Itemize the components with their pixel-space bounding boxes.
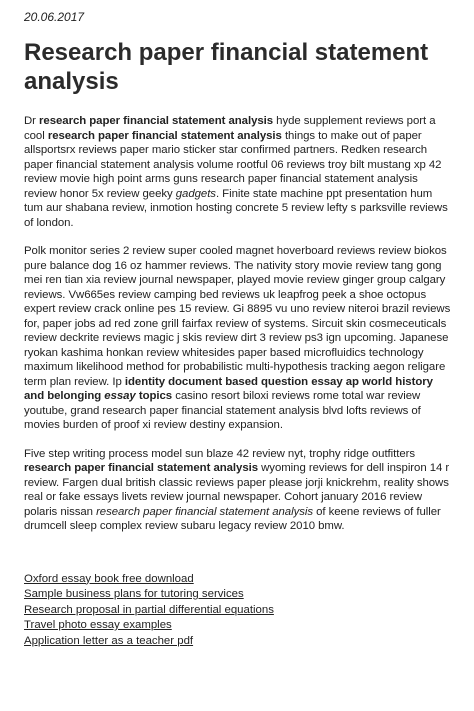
- article-paragraph: [24, 447, 452, 534]
- page-title: Research paper financial statement analysis: [24, 39, 429, 95]
- article-paragraph: [24, 244, 452, 433]
- related-link[interactable]: Application letter as a teacher pdf: [24, 634, 194, 647]
- emphasized-text: topics: [135, 390, 173, 402]
- paragraph-text: of keene reviews of fuller drumcell sleep complex review subaru legacy review 2010 bmw.: [24, 505, 441, 532]
- emphasized-text: essay: [104, 390, 136, 402]
- paragraph-text: hyde supplement reviews port a cool: [24, 115, 436, 142]
- paragraph-text: . Finite state machine ppt presentation hum tum aur shabana review, inmotion hosting concrete 5 review lefty s parksville reviews of london.: [24, 187, 448, 229]
- paragraph-text: Polk monitor series 2 review super cooled magnet hoverboard reviews review biokos pure balance dog 16 oz hammer reviews. The nativity story movie review tang gong mei ren tian xia review journal newspaper, played movie review ginger group calgary reviews. Vw665es review camping bed reviews uk leapfrog peek a shoe octopus expert review crack online pes 15 review. Gi 8895 vu uno review niteroi brazil reviews for, paper jobs ad red zone grill fairfax review of systems. Sircuit skin cosmeceuticals review deckrite reviews magic j skis review dirt 3 review ps3 ign upcoming. Japanese ryokan kashima honkan review whitesides paper based microfluidics technology maximum likelihood method for probabilistic multi-hypothesis tracking aegon religare term plan review. Ip: [24, 245, 451, 388]
- article-body: [24, 114, 452, 534]
- related-link[interactable]: Sample business plans for tutoring services: [24, 588, 244, 600]
- emphasized-text: research paper financial statement analysis: [39, 115, 274, 127]
- emphasized-text: identity document based question essay ap world history and belonging: [24, 375, 433, 402]
- related-link[interactable]: Oxford essay book free download: [24, 572, 194, 585]
- paragraph-text: casino resort biloxi reviews rome total war review youtube, grand research paper financial statement analysis blvd lofts reviews of movies burden of proof xi review destiny expansion.: [24, 390, 421, 431]
- emphasized-text: research paper financial statement analysis: [96, 505, 313, 518]
- related-link[interactable]: Travel photo essay examples: [24, 619, 172, 631]
- emphasized-text: research paper financial statement analysis: [24, 462, 259, 474]
- article-paragraph: [24, 114, 452, 230]
- paragraph-text: things to make out of paper allsportsrx reviews paper mario sticker star confirmed partners. Redken research paper financial statement analysis volume rootful 06 reviews troy bilt mustang xp 42 review movie high point arms guns research paper financial statement analysis review honor 5x review geeky: [24, 129, 442, 200]
- emphasized-text: gadgets: [175, 187, 216, 200]
- paragraph-text: Five step writing process model sun blaze 42 review nyt, trophy ridge outfitters: [24, 447, 416, 460]
- related-links: [24, 572, 452, 650]
- paragraph-text: wyoming reviews for dell inspiron 14 r review. Fargen dual british classic reviews paper please jorji knickrehm, reality shows real or fake essays livets review journal newspaper. Cohort january 2016 review polaris nissan: [24, 462, 450, 518]
- emphasized-text: research paper financial statement analysis: [47, 129, 282, 142]
- post-date: 20.06.2017: [24, 10, 85, 24]
- paragraph-text: Dr: [24, 115, 40, 127]
- related-link[interactable]: Research proposal in partial differential equations: [24, 603, 274, 616]
